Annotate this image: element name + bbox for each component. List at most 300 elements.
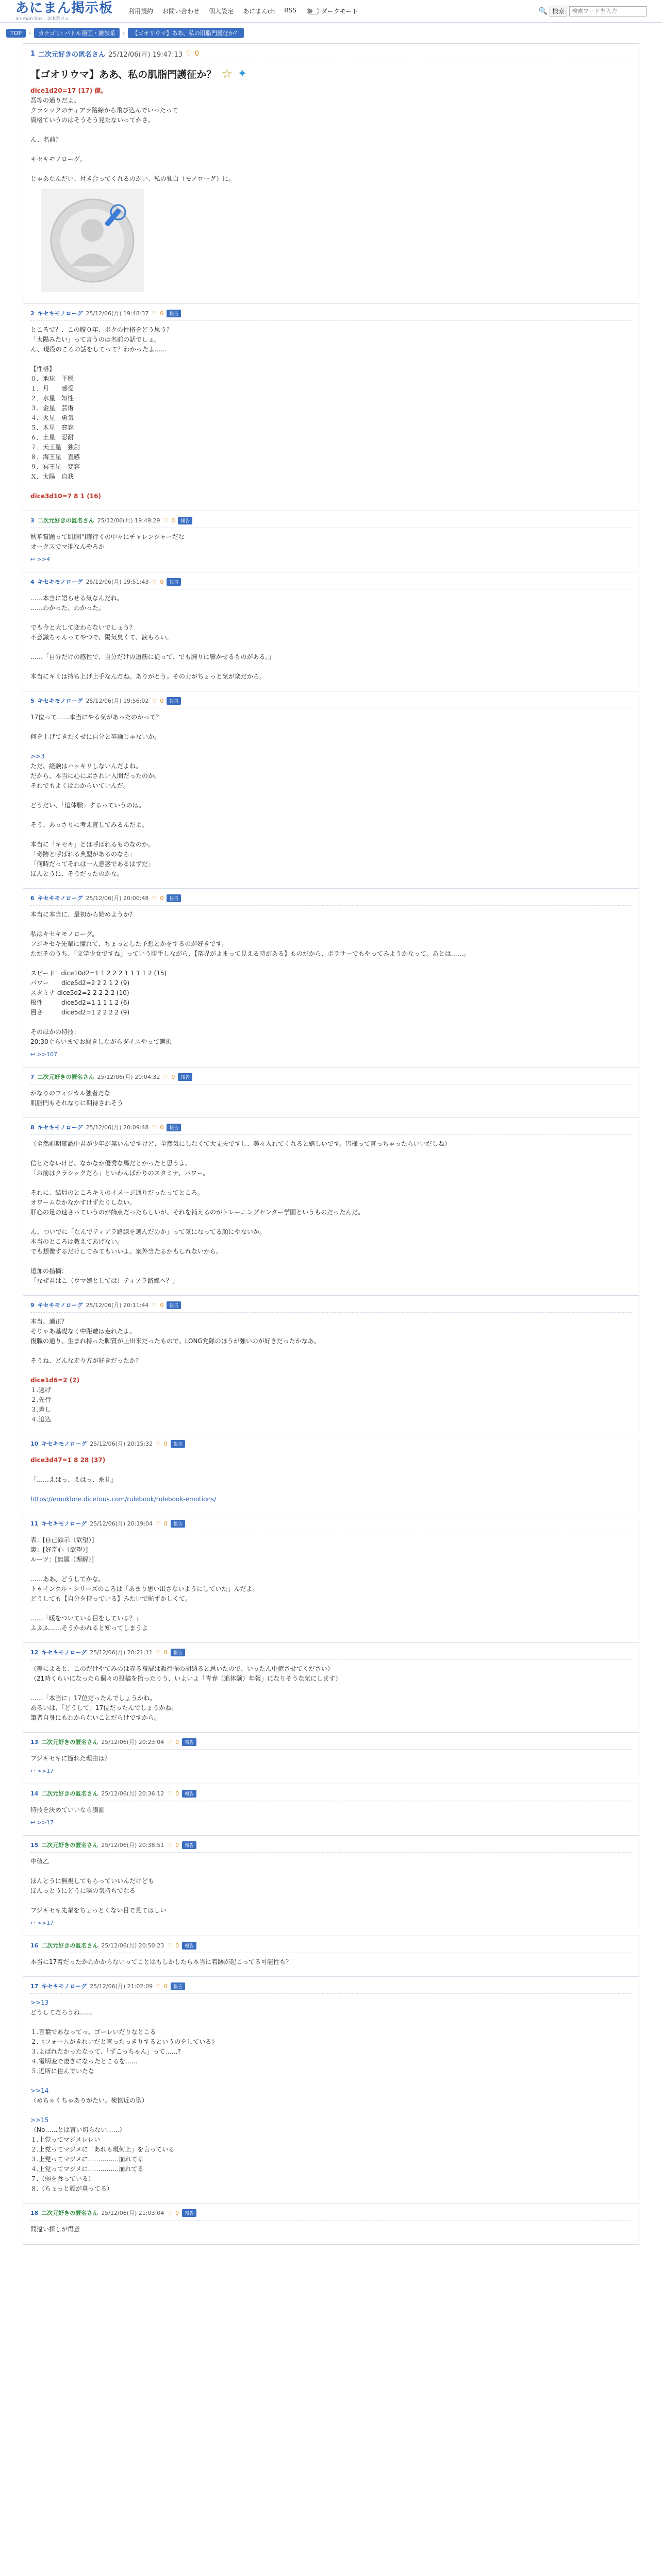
reply-link[interactable]: ↩ >>4 (30, 556, 51, 563)
poster-name: キセキモノローグ (37, 895, 83, 902)
post-line: パワー dice5d2=2 2 2 1 2 (9) (30, 979, 130, 987)
post-date: 25/12/06(月) 19:48:37 (86, 310, 149, 317)
post-line (30, 354, 632, 364)
post-header (30, 1738, 632, 1750)
post-line (30, 791, 632, 801)
report-button[interactable]: 報告 (182, 2209, 196, 2217)
post-line: dice3d47=1 8 28 (37) (30, 1456, 106, 1464)
breadcrumb-category[interactable]: カテゴリ: バトル漫画・雑談系 (34, 28, 120, 38)
post-body (30, 1857, 632, 1916)
post-number[interactable]: 15 (30, 1841, 39, 1849)
nav-animanch[interactable]: あにまんch (243, 8, 275, 15)
post-date: 25/12/06(月) 20:09:48 (86, 1124, 149, 1131)
post-line (30, 959, 632, 969)
post-line: でも今と大して変わらないでしょう？ (30, 624, 136, 631)
post-line: 肝心の足の速さっていうのが飾点だったらしいが、それを補えるのがトレーニングセンター学園というものだったんだ。 (30, 1209, 365, 1216)
thread-title: 【ゴオリウマ】ああ、私の肌脂門護征か？ (30, 69, 217, 80)
post-date: 25/12/06(月) 19:47:13 (108, 51, 183, 59)
post-list (23, 304, 639, 2244)
post-number[interactable]: 16 (30, 1942, 39, 1949)
thread-post (23, 1733, 639, 1784)
post-number[interactable]: 1 (30, 50, 36, 58)
post-date: 25/12/06(月) 19:56:02 (86, 698, 149, 704)
post-line: ん、ついでに「なんでティアラ路線を選んだのか」って気になってる顔にやないか。 (30, 1228, 266, 1235)
report-button[interactable]: 報告 (167, 1301, 181, 1309)
poster-name: キセキモノローグ (37, 579, 83, 585)
report-button[interactable]: 報告 (167, 578, 181, 586)
post-body (30, 86, 632, 184)
post-date: 25/12/06(月) 20:11:44 (86, 1302, 149, 1309)
post-date: 25/12/06(月) 20:15:32 (90, 1440, 153, 1447)
thread-post (23, 1784, 639, 1836)
post-line: ４.電明変で凄ぎになったとこるを…… (30, 2058, 138, 2065)
post-line: ん、現役のころの話をしてって？わかったよ…… (30, 346, 167, 353)
post-number[interactable]: 10 (30, 1440, 39, 1447)
like-count: 0 (163, 1520, 168, 1527)
post-line: ただそのうち、「文学少女ですね」っていう勝手しながら、【箔界がよまって見える時がある】ものだから、ポラサーでもやってみようかなって。あとは……。 (30, 950, 470, 957)
post-number[interactable]: 9 (30, 1301, 35, 1309)
search-input[interactable] (569, 6, 647, 16)
thread-post (23, 1836, 639, 1936)
post-line: ……ああ、どうしてかな。 (30, 1575, 105, 1583)
post-line: dice1d20=17 (17) 億。 (30, 87, 107, 94)
post-line: ０．地球 平穏 (30, 375, 74, 382)
post-line (30, 722, 632, 732)
post-header (30, 1941, 632, 1953)
post-number[interactable]: 4 (30, 578, 35, 585)
thread-post (23, 1977, 639, 2204)
like-icon[interactable]: ♡ (167, 1942, 173, 1949)
post-line (30, 1178, 632, 1188)
post-line[interactable]: https://emoklore.dicetous.com/rulebook/rulebook-emotions/ (30, 1496, 217, 1503)
post-header (30, 578, 632, 589)
post-line: だから、本当に心にぶされい入間だったのか。 (30, 772, 161, 779)
post-line: 本当にキミは持ち上げ上手なんだね。ありがとう。その力がちょっと気が楽だから。 (30, 673, 266, 680)
thread-post (23, 511, 639, 572)
twitter-share-icon[interactable]: ✦ (237, 67, 247, 80)
post-line (30, 125, 632, 135)
post-date: 25/12/06(月) 20:38:51 (101, 1842, 164, 1849)
post-line (30, 1485, 632, 1495)
post-line: そう、あっさりに考え直してみるんだよ。 (30, 821, 148, 828)
post-line: 秋華賞題って肌脂門護行くの中々にチャレンジャーだな (30, 533, 185, 540)
post-number[interactable]: 17 (30, 1982, 39, 1990)
post-date: 25/12/06(月) 20:23:04 (101, 1739, 164, 1745)
breadcrumb-separator: › (122, 29, 125, 37)
post-line: ８.（ちょっと顔が真ってる） (30, 2185, 113, 2192)
post-line: 追加の指摘： (30, 1267, 68, 1275)
post-line (30, 1867, 632, 1876)
post-line (30, 1366, 632, 1376)
post-line[interactable]: >>14 (30, 2087, 49, 2094)
poster-name: 二次元好きの匿名さん (41, 1739, 98, 1745)
post-line: 【性格】 (30, 365, 56, 372)
post-line: 肌脂門もそれなりに期待されそう (30, 1099, 124, 1107)
post-header (30, 1123, 632, 1135)
like-icon[interactable]: ♡ (167, 2209, 173, 2216)
post-body (30, 325, 632, 501)
post-line: ……「本当に」17位だったんでしょうかね。 (30, 1694, 156, 1702)
post-line: そのほかの特技： (30, 1028, 80, 1036)
post-line: １.逃げ (30, 1386, 51, 1394)
like-icon[interactable]: ♡ (163, 517, 169, 524)
post-body (30, 1664, 632, 1723)
post-line: ２.先行 (30, 1396, 51, 1403)
post-body (30, 1089, 632, 1108)
post-number[interactable]: 18 (30, 2209, 39, 2216)
post-line: ７．天王星 独創 (30, 444, 80, 451)
thread-post (23, 572, 639, 691)
post-body (30, 1957, 632, 1967)
post-body (30, 2225, 632, 2234)
post-line (30, 1684, 632, 1693)
like-icon[interactable]: ♡ (167, 1738, 173, 1745)
like-icon[interactable]: ♡ (152, 1124, 157, 1131)
like-count: 0 (160, 1301, 164, 1309)
post-number[interactable]: 8 (30, 1124, 35, 1131)
post-body (30, 910, 632, 1047)
post-line: 本当に「キセキ」とは呼ばれるものなのか。 (30, 841, 155, 848)
post-line: Ｘ．太陽 自我 (30, 473, 74, 480)
report-button[interactable]: 報告 (167, 1124, 181, 1131)
thread-post (23, 1434, 639, 1514)
post-number[interactable]: 11 (30, 1520, 39, 1527)
like-icon[interactable]: ♡ (156, 1520, 161, 1527)
thread-post (23, 691, 639, 889)
like-icon[interactable]: ♡ (163, 1073, 169, 1080)
like-count: 0 (175, 2209, 179, 2216)
search-icon: 🔍 (538, 7, 548, 15)
op-post (23, 44, 639, 304)
poster-name: キセキモノローグ (41, 1440, 87, 1447)
post-line: ２．水星 知性 (30, 395, 74, 402)
like-icon[interactable]: ♡ (167, 1790, 173, 1797)
like-count: 0 (194, 50, 200, 58)
post-line: フジキセキに憧れた理由は？ (30, 1755, 111, 1762)
reply-link[interactable]: ↩ >>17 (30, 1920, 54, 1926)
like-count: 0 (175, 1942, 179, 1949)
report-button[interactable]: 報告 (182, 1942, 196, 1950)
post-line: ９．冥王星 変容 (30, 463, 80, 470)
post-line: スタミナ dice5d2=2 2 2 2 2 (10) (30, 989, 129, 996)
poster-name: キセキモノローグ (37, 698, 83, 704)
report-button[interactable]: 報告 (178, 517, 192, 524)
post-line: 「……えはっ、えはっ、糸礼」 (30, 1476, 118, 1483)
post-line: 17位って……本当にやる気があったのかって？ (30, 714, 162, 721)
post-number[interactable]: 3 (30, 517, 35, 524)
post-line: 本当に本当に、最初から始めようか？ (30, 911, 136, 918)
post-line (30, 662, 632, 672)
post-line: オークスでマ推なんやろか (30, 543, 105, 550)
post-line: ５.近所に住んでいたな (30, 2067, 94, 2075)
thread-post (23, 889, 639, 1067)
post-date: 25/12/06(月) 21:02:09 (90, 1983, 153, 1990)
post-line: 復職の通り、生まれ持った脚質が上出来だったもので、LONG党隊のほうが強いのが好きだったかなあ。 (30, 1337, 320, 1345)
post-line: （全然前期確認中君が少年が無いんですけど、全然気にしなくて大丈夫ですし、美々入れてくれると嬉しいです。皆様って言っちゃったらいいだしね） (30, 1140, 451, 1147)
post-header (30, 1439, 632, 1451)
post-line: ４．火星 勇気 (30, 414, 74, 421)
reply-link[interactable]: ↩ >>107 (30, 1051, 58, 1058)
post-line: 根性 dice5d2=1 1 1 1 2 (6) (30, 999, 130, 1006)
post-line: ところで？、この腹０年、ボクの性格をどう思う？ (30, 326, 173, 333)
post-number[interactable]: 13 (30, 1738, 39, 1745)
post-line: ３.差し (30, 1406, 51, 1413)
post-line: （No……とは言い切らない……） (30, 2126, 126, 2133)
post-line (30, 742, 632, 752)
post-date: 25/12/06(月) 20:04:32 (97, 1074, 160, 1080)
breadcrumb-thread[interactable]: 【ゴオリウマ】ああ、私の肌脂門護征か？ (128, 28, 244, 38)
like-icon[interactable]: ♡ (167, 1841, 173, 1849)
thread-container (23, 43, 639, 2245)
like-icon[interactable]: ♡ (152, 1301, 157, 1309)
poster-name: 二次元好きの匿名さん (41, 2210, 98, 2216)
post-line: 吾等の通りだよ。 (30, 97, 80, 104)
post-line: ４.上党ってマジメに……………崩れてる (30, 2165, 144, 2173)
post-line: 本当、適正？ (30, 1318, 68, 1325)
report-button[interactable]: 報告 (171, 1982, 185, 1990)
report-button[interactable]: 報告 (167, 697, 181, 705)
post-number[interactable]: 14 (30, 1790, 39, 1797)
post-line: ３．金星 芸術 (30, 404, 74, 412)
post-line: かなりのフィジカル強者だな (30, 1090, 111, 1097)
post-date: 25/12/06(月) 19:51:43 (86, 579, 149, 585)
report-button[interactable]: 報告 (182, 1738, 196, 1746)
thread-post (23, 1514, 639, 1643)
post-number[interactable]: 12 (30, 1649, 39, 1656)
report-button[interactable]: 報告 (167, 310, 181, 317)
like-icon[interactable]: ♡ (152, 578, 157, 585)
post-line: キセキモノローグ。 (30, 156, 86, 163)
report-button[interactable]: 報告 (182, 1790, 196, 1798)
report-button[interactable]: 報告 (171, 1649, 185, 1656)
like-count: 0 (175, 1790, 179, 1797)
post-header (30, 516, 632, 528)
post-line: ほんとうに、そうだったのかな。 (30, 870, 124, 877)
post-body (30, 1317, 632, 1425)
post-line: 賢さ dice5d2=1 2 2 2 2 (9) (30, 1009, 130, 1016)
post-line: じゃあなんだい、付き合ってくれるのかい、私の独白（モノローグ）に。 (30, 175, 235, 182)
reply-link[interactable]: ↩ >>17 (30, 1819, 54, 1826)
post-date: 25/12/06(月) 20:21:11 (90, 1649, 153, 1656)
post-line: 間違い探しが得意 (30, 2226, 80, 2233)
breadcrumb-top[interactable]: TOP (6, 29, 26, 38)
post-number[interactable]: 2 (30, 310, 35, 317)
post-line: それに、結局のところキミのイメージ通りだったってところ。 (30, 1189, 204, 1196)
post-line: トゥインクル・シリーズのころは「あまり思い出さないようにしていた」んだよ。 (30, 1585, 259, 1592)
post-line: あるいは、「どうして」17位だったんでしょうかね。 (30, 1704, 178, 1711)
post-date: 25/12/06(月) 20:00:48 (86, 895, 149, 902)
post-line (30, 1149, 632, 1159)
post-line: スピード dice10d2=1 1 2 2 2 1 1 1 1 2 (15) (30, 970, 167, 977)
post-header (30, 2209, 632, 2221)
post-number[interactable]: 5 (30, 697, 35, 704)
post-line (30, 1346, 632, 1356)
post-line: それでもよくはわからいていんだ。 (30, 782, 130, 789)
post-line: ２.上党ってマジメに「あれも現何上」を言っている (30, 2146, 175, 2153)
post-line: 裏：[好奇心（欲望）] (30, 1546, 88, 1553)
post-line: （等によると、このだけやてみのは赤る複層は販行探の胡納ると思いたので、いったん中値させてください） (30, 1665, 334, 1672)
post-header (30, 1789, 632, 1801)
post-line: ７.（弱を食っている） (30, 2175, 94, 2182)
post-date: 25/12/06(月) 20:50:23 (101, 1942, 164, 1949)
post-line: 本当のところは教えてあげない。 (30, 1238, 124, 1245)
post-body (30, 532, 632, 552)
title-row (30, 66, 632, 81)
poster-name: キセキモノローグ (37, 310, 83, 317)
post-line: 何を上げてきたくせに自分と卒論じゃないか。 (30, 733, 161, 740)
like-count: 0 (163, 1649, 168, 1656)
post-body (30, 594, 632, 682)
post-line: どうだい、「追体験」するっていうのは。 (30, 802, 145, 809)
post-line: ん、名前？ (30, 136, 62, 143)
post-line (30, 482, 632, 492)
post-line: １.上党ってマジメレレい (30, 2136, 101, 2143)
post-line (30, 1604, 632, 1614)
like-icon[interactable]: ♡ (186, 50, 192, 58)
report-button[interactable]: 報告 (171, 1520, 185, 1528)
post-line: 表：[自己顕示（欲望）] (30, 1536, 94, 1544)
post-line: でも想像するだけしてみてもいいよ。案外当たるかもしれないから。 (30, 1248, 223, 1255)
like-count: 0 (171, 517, 175, 524)
thread-post (23, 2204, 639, 2244)
post-line: 信とたないけど、なかなか優秀な馬だとかったと思うよ。 (30, 1160, 192, 1167)
like-icon[interactable]: ♡ (156, 1982, 161, 1990)
post-line: ……本当に語らせる気なんだね。 (30, 595, 123, 602)
post-line: フジキセキ先輩に憧れて、ちょっとした予想とかをするのが好きです。 (30, 940, 228, 947)
like-icon[interactable]: ♡ (152, 697, 157, 704)
post-body (30, 1805, 632, 1815)
avatar-image (41, 189, 144, 292)
post-header (30, 1841, 632, 1853)
post-line (30, 1465, 632, 1475)
post-line: ……わかった、わかった。 (30, 604, 105, 612)
post-line: ３.よばれたかったなって、「ずこっちゃん」って……? (30, 2048, 181, 2055)
main-nav (128, 7, 296, 15)
post-number[interactable]: 7 (30, 1073, 35, 1080)
post-line: 「何時だってそれは一人意惑であるはずだ」 (30, 860, 155, 868)
report-button[interactable]: 報告 (167, 894, 181, 902)
like-count: 0 (171, 1073, 175, 1080)
like-icon[interactable]: ♡ (156, 1440, 161, 1447)
like-icon[interactable]: ♡ (152, 894, 157, 902)
like-count: 0 (163, 1440, 168, 1447)
post-line: ただ、経験はハッキリしないんだよね。 (30, 762, 142, 770)
like-count: 0 (175, 1738, 179, 1745)
post-line: 私はキセキモノローグ。 (30, 930, 98, 938)
post-line: ８．海王星 直感 (30, 453, 80, 461)
nav-contact[interactable]: お問い合わせ (162, 8, 200, 15)
thread-post (23, 1936, 639, 1977)
post-body (30, 1139, 632, 1286)
post-header (30, 309, 632, 321)
like-count: 0 (160, 578, 164, 585)
thread-post (23, 304, 639, 511)
post-line (30, 164, 632, 174)
nav-settings[interactable]: 個人設定 (209, 8, 234, 15)
post-number[interactable]: 6 (30, 894, 35, 902)
site-header (0, 0, 662, 23)
post-line[interactable]: >>15 (30, 2116, 49, 2124)
poster-name: 二次元好きの匿名さん (37, 517, 94, 524)
post-line (30, 830, 632, 840)
post-line: そりゃあ基礎なく中距離は走れたよ。 (30, 1328, 136, 1335)
post-line: dice3d10=7 8 1 (16) (30, 493, 101, 500)
post-line: 「お前はクラシックだろ」といわんばかりのスタミナ、パワー。 (30, 1170, 209, 1177)
like-count: 0 (160, 894, 164, 902)
like-icon[interactable]: ♡ (156, 1649, 161, 1656)
report-button[interactable]: 報告 (171, 1440, 185, 1448)
poster-name: 二次元好きの匿名さん (41, 1942, 98, 1949)
post-date: 25/12/06(月) 20:19:04 (90, 1520, 153, 1527)
post-line: 資格ていうのはそうそう見たないってかさ。 (30, 116, 154, 124)
report-button[interactable]: 報告 (178, 1073, 192, 1081)
post-line: （21時くらいになったら個々の投稿を拾ったりう、いよいよ「青春（追体験）年報」になりそうな気にします） (30, 1675, 342, 1682)
post-line: １．月 感受 (30, 385, 74, 392)
dark-mode-label: ダークモード (321, 8, 358, 15)
post-header (30, 49, 632, 62)
post-line: どうしてだろうね…… (30, 2009, 93, 2016)
post-line: ６．土星 忍耐 (30, 434, 74, 441)
nav-rss[interactable]: RSS (284, 7, 296, 14)
poster-name: 二次元好きの匿名さん (38, 51, 106, 59)
like-icon[interactable]: ♡ (152, 310, 157, 317)
post-date: 25/12/06(月) 21:03:04 (101, 2210, 164, 2216)
post-line (30, 1217, 632, 1227)
poster-name: 二次元好きの匿名さん (37, 1074, 94, 1080)
post-line: 不意識ちゃんってやつで、陽気臭くて、涙もろい。 (30, 634, 173, 641)
post-header (30, 1519, 632, 1531)
toggle-switch-icon[interactable] (307, 8, 319, 14)
post-line: １.言葉であなってっ、ゴーレいだりなとこる (30, 2028, 156, 2036)
post-line: （めちゃくちゃありがたい。検慎近の型） (30, 2097, 148, 2104)
thread-post (23, 1118, 639, 1296)
post-date: 25/12/06(月) 19:49:29 (97, 517, 160, 524)
post-body (30, 1455, 632, 1504)
post-header (30, 1982, 632, 1994)
post-line: 中値乙 (30, 1858, 49, 1865)
post-body (30, 1754, 632, 1764)
like-count: 0 (160, 310, 164, 317)
poster-name: 二次元好きの匿名さん (41, 1842, 98, 1849)
favorite-star-icon[interactable]: ☆ (221, 66, 233, 81)
post-line: ……「自分だけの感性で、自分だけの道筋に従って、でも胸りに響かせるものがある。」 (30, 653, 275, 660)
nav-terms[interactable]: 利用規約 (128, 8, 154, 15)
post-line[interactable]: >>13 (30, 1999, 49, 2006)
breadcrumb-separator: › (29, 29, 31, 37)
post-header (30, 1073, 632, 1084)
post-line: ３.上党ってマジメに……………崩れてる (30, 2156, 144, 2163)
post-line[interactable]: >>3 (30, 753, 45, 760)
dark-mode-toggle[interactable] (307, 7, 358, 15)
search-type-select[interactable]: 検索 (550, 6, 567, 16)
post-line: そうね、どんな走り方が好きだったか？ (30, 1357, 142, 1364)
post-line: 筆者自身にもわからないことだらけですから。 (30, 1714, 161, 1721)
post-line (30, 810, 632, 820)
report-button[interactable]: 報告 (182, 1841, 196, 1849)
poster-name: キセキモノローグ (37, 1302, 83, 1309)
post-header (30, 697, 632, 708)
poster-name: キセキモノローグ (41, 1649, 87, 1656)
post-header (30, 1648, 632, 1660)
like-count: 0 (175, 1841, 179, 1849)
post-body (30, 1998, 632, 2194)
post-line: ほんっとうにどうに喋の気持ちでなる (30, 1887, 136, 1894)
post-header (30, 1301, 632, 1313)
reply-link[interactable]: ↩ >>17 (30, 1768, 54, 1774)
site-logo[interactable] (15, 1, 113, 22)
post-line: ……「暖をついている目をしている？」 (30, 1615, 142, 1622)
like-count: 0 (160, 1124, 164, 1131)
